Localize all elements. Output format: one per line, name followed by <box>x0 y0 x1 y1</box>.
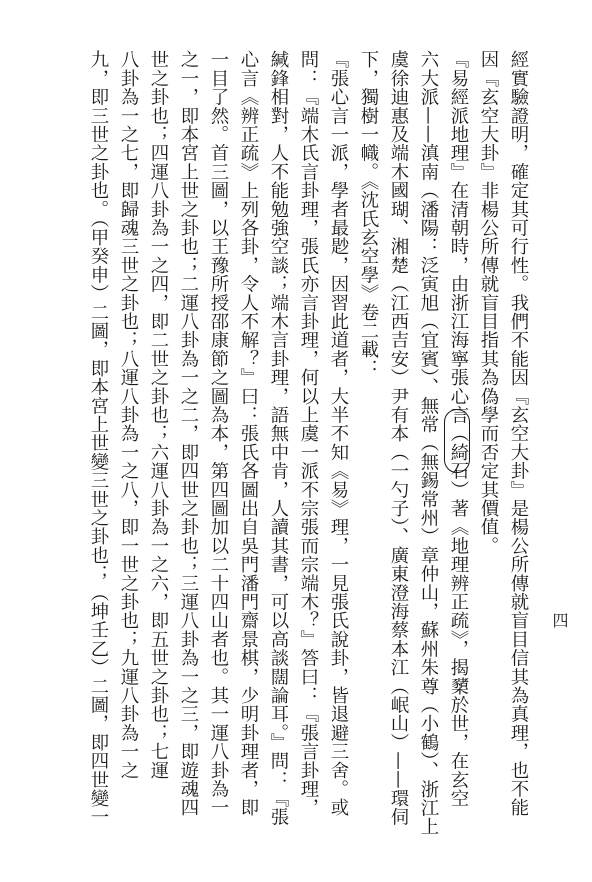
text-column-12: 之一，即本宮上世之卦也；二運八卦為一之二，即四世之卦也；三運八卦為一之三，即遊魂四 <box>178 50 199 817</box>
text-column-13: 世之卦也；四運八卦為一之四，即二世之卦也；六運八卦為一之六，即五世之卦也；七運 <box>148 50 169 780</box>
text-column-14: 八卦為一之七，即歸魂三世之卦也；八運八卦為一之八，即一世之卦也；九運八卦為一之 <box>118 50 139 780</box>
text-column-2: 因『玄空大卦』非楊公所傳就盲目指其為偽學而否定其價值。 <box>478 50 499 555</box>
text-column-7: 『張心言一派，學者最尟，因習此道者，大半不知《易》理，一見張氏說卦，皆退避三舍。或 <box>328 50 349 817</box>
text-column-8: 問：『端木氏言卦理，張氏亦言卦理，何以上虞一派不宗張而宗端木？』答曰：『張言卦理， <box>298 50 319 817</box>
text-column-10: 心言《辨正疏》上列各卦，令人不解？』曰：張氏各圖出自吳門潘門齋景棋，少明卦理者，即 <box>238 50 259 817</box>
text-column-5: 虞徐迪惠及端木國瑚、湘楚（江西吉安）尹有本（一勺子）、廣東澄海蔡本江（岷山）——環伺 <box>388 50 409 827</box>
text-column-6: 下，獨樹一幟。《沈氏玄空學》卷二載： <box>358 50 379 378</box>
text-column-15: 九，即三世之卦也。（甲癸申）二圖，即本宮上世變三世之卦也；（坤壬乙）二圖，即四世變一 <box>88 50 109 827</box>
text-column-1: 經實驗證明，確定其可行性。我們不能因『玄空大卦』是楊公所傳就盲目信其為真理，也不能 <box>508 50 529 817</box>
text-column-3: 『易經派地理』在清朝時，由浙江海寧張心言（綺石）著《地理辨正疏》，揭櫫於世，在玄空 <box>448 50 469 808</box>
text-column-9: 緘鋒相對，人不能勉強空談；端木言卦理，語無中肯，人讀其書，可以高談闊論耳。』問：『張 <box>268 50 289 827</box>
page-number: 四 <box>550 612 569 628</box>
text-column-11: 一目了然。首三圖，以王豫所授邵康節之圖為本，第四圖加以二十四山者也。其一運八卦為一 <box>208 50 229 817</box>
text-column-4: 六大派——滇南（潘陽：泛寅旭（宜賓）、無常（無錫常州）章仲山，蘇州朱尊（小鶴）、浙江上 <box>418 50 439 836</box>
vertical-text-block <box>78 50 532 840</box>
